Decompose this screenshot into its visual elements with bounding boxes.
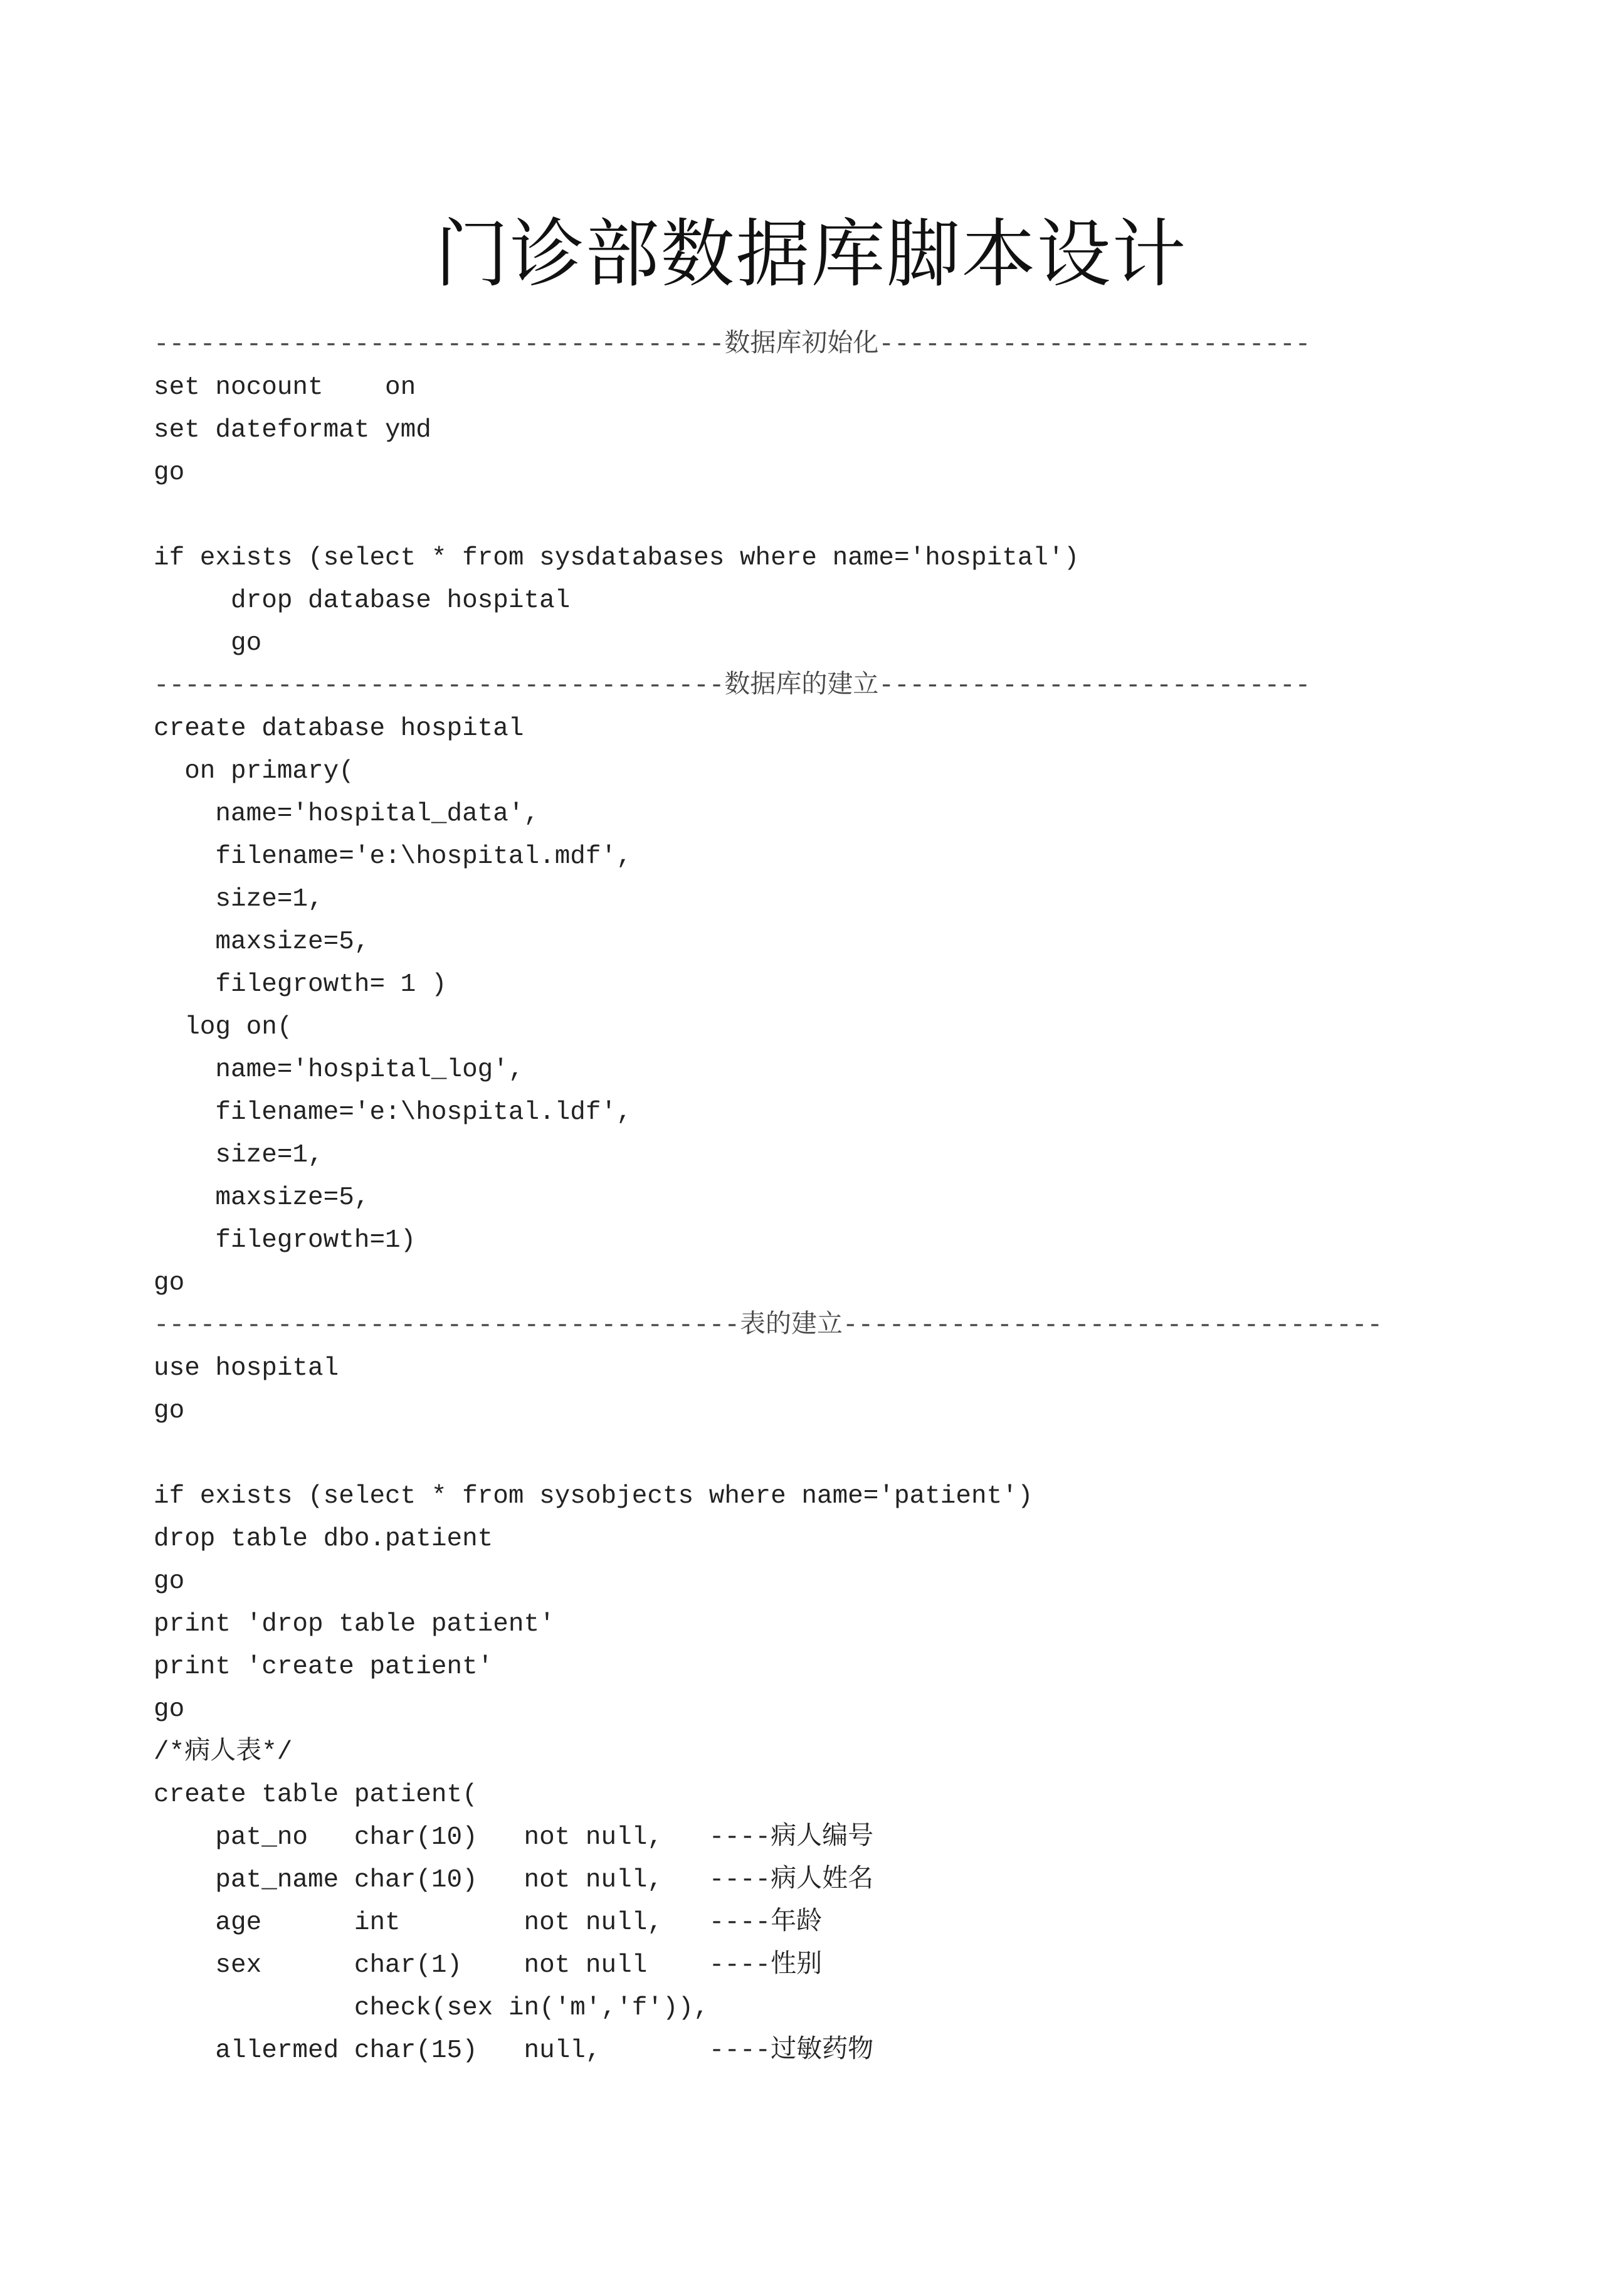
code-line: set dateformat ymd [154, 416, 431, 445]
code-line: log on( [154, 1013, 293, 1042]
code-line: pat_no char(10) not null, ----病人编号 [154, 1823, 874, 1852]
code-line: maxsize=5, [154, 1183, 370, 1212]
code-line: maxsize=5, [154, 928, 370, 956]
code-line: set nocount on [154, 373, 416, 402]
section-separator: --------------------------------------表的建立----------------------------------- [154, 1311, 1383, 1340]
code-line [154, 494, 1533, 537]
code-line: allermed char(15) null, ----过敏药物 [154, 2036, 874, 2065]
code-line: go [154, 1397, 185, 1426]
sql-script-body [154, 324, 1533, 2072]
code-line: filename='e:\hospital.ldf', [154, 1098, 632, 1127]
code-line: create database hospital [154, 714, 524, 743]
code-line: create table patient( [154, 1780, 478, 1809]
code-line: age int not null, ----年龄 [154, 1908, 823, 1937]
code-line: name='hospital_data', [154, 800, 540, 828]
code-line: filegrowth=1) [154, 1226, 416, 1255]
code-line: go [154, 458, 185, 487]
code-line: filename='e:\hospital.mdf', [154, 842, 632, 871]
code-line: print 'create patient' [154, 1653, 493, 1681]
code-line: go [154, 1269, 185, 1298]
code-line: if exists (select * from sysdatabases where name='hospital') [154, 544, 1080, 573]
code-line: name='hospital_log', [154, 1055, 524, 1084]
code-line: go [154, 1695, 185, 1724]
code-line: size=1, [154, 1141, 324, 1170]
code-line: print 'drop table patient' [154, 1610, 555, 1639]
code-line: go [154, 629, 262, 658]
code-line: if exists (select * from sysobjects where name='patient') [154, 1482, 1033, 1511]
code-line: on primary( [154, 757, 354, 786]
code-line: pat_name char(10) not null, ----病人姓名 [154, 1866, 874, 1895]
code-line: drop database hospital [154, 586, 571, 615]
code-line: size=1, [154, 885, 324, 914]
section-separator: -------------------------------------数据库初始化---------------------------- [154, 331, 1311, 359]
code-line: check(sex in('m','f')), [154, 1994, 709, 2023]
section-separator: -------------------------------------数据库的建立---------------------------- [154, 672, 1311, 701]
code-line: filegrowth= 1 ) [154, 970, 447, 999]
code-line: drop table dbo.patient [154, 1525, 493, 1553]
code-line: go [154, 1567, 185, 1596]
page-title: 门诊部数据库脚本设计 [434, 211, 1188, 297]
code-line: sex char(1) not null ----性别 [154, 1951, 823, 1980]
code-line [154, 1432, 1533, 1475]
code-line: /*病人表*/ [154, 1738, 293, 1767]
code-line: use hospital [154, 1354, 339, 1383]
